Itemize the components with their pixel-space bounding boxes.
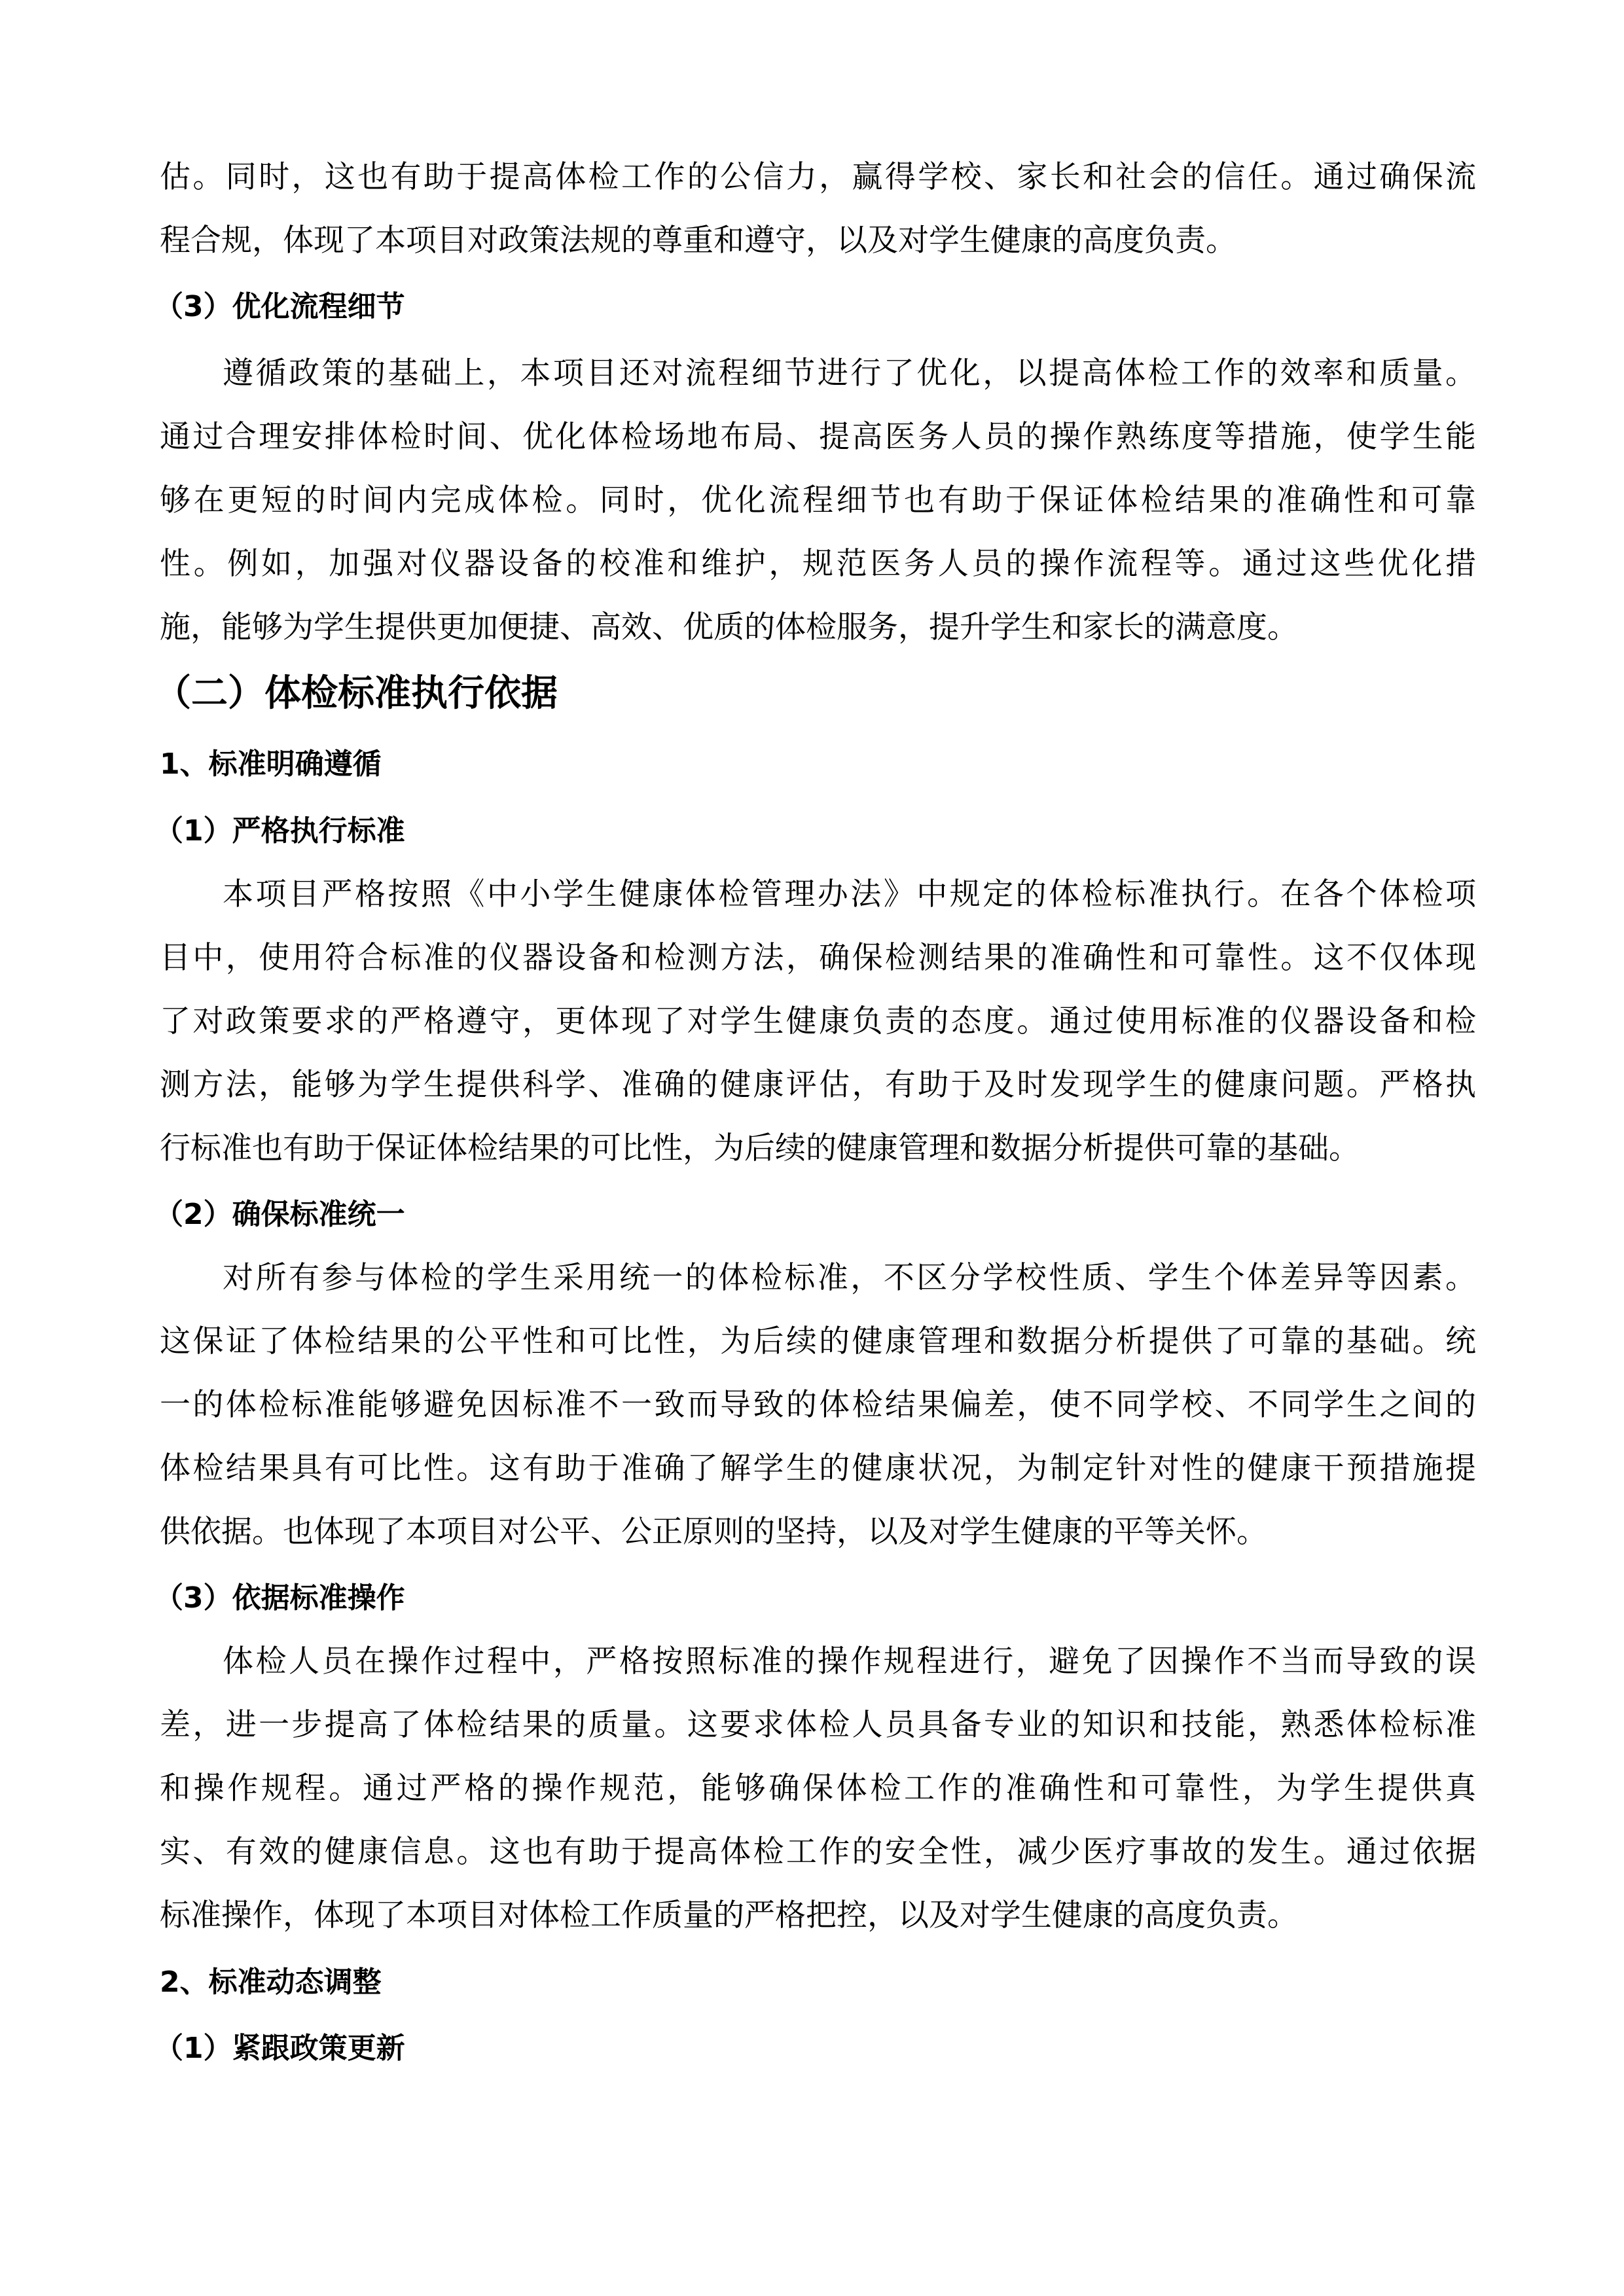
paragraph-line: 一的体检标准能够避免因标准不一致而导致的体检结果偏差，使不同学校、不同学生之间的 [160,1387,1476,1423]
paragraph-line: 测方法，能够为学生提供科学、准确的健康评估，有助于及时发现学生的健康问题。严格执 [160,1067,1476,1103]
paragraph-line: 和操作规程。通过严格的操作规范，能够确保体检工作的准确性和可靠性，为学生提供真 [160,1770,1476,1806]
numbered-heading: 2、标准动态调整 [160,1965,382,1999]
paragraph-line: 实、有效的健康信息。这也有助于提高体检工作的安全性，减少医疗事故的发生。通过依据 [160,1834,1476,1870]
paragraph-line: 体检结果具有可比性。这有助于准确了解学生的健康状况，为制定针对性的健康干预措施提 [160,1450,1476,1486]
subsection-heading: （1）紧跟政策更新 [154,2032,405,2065]
numbered-heading: 1、标准明确遵循 [160,747,382,781]
subsection-heading: （2）确保标准统一 [154,1198,405,1231]
paragraph-line: 目中，使用符合标准的仪器设备和检测方法，确保检测结果的准确性和可靠性。这不仅体现 [160,940,1476,976]
paragraph-line: 这保证了体检结果的公平性和可比性，为后续的健康管理和数据分析提供了可靠的基础。统 [160,1323,1476,1359]
paragraph-line: 本项目严格按照《中小学生健康体检管理办法》中规定的体检标准执行。在各个体检项 [223,876,1476,912]
paragraph-line: 程合规，体现了本项目对政策法规的尊重和遵守，以及对学生健康的高度负责。 [160,223,1236,259]
paragraph-line: 行标准也有助于保证体检结果的可比性，为后续的健康管理和数据分析提供可靠的基础。 [160,1130,1360,1166]
paragraph-line: 施，能够为学生提供更加便捷、高效、优质的体检服务，提升学生和家长的满意度。 [160,609,1298,645]
section-heading: （二）体检标准执行依据 [154,672,558,715]
paragraph-line: 标准操作，体现了本项目对体检工作质量的严格把控，以及对学生健康的高度负责。 [160,1897,1298,1933]
paragraph-line: 够在更短的时间内完成体检。同时，优化流程细节也有助于保证体检结果的准确性和可靠 [160,482,1476,518]
paragraph-line: 了对政策要求的严格遵守，更体现了对学生健康负责的态度。通过使用标准的仪器设备和检 [160,1003,1476,1039]
paragraph-line: 供依据。也体现了本项目对公平、公正原则的坚持，以及对学生健康的平等关怀。 [160,1514,1267,1550]
subsection-heading: （3）优化流程细节 [154,290,405,323]
paragraph-line: 性。例如，加强对仪器设备的校准和维护，规范医务人员的操作流程等。通过这些优化措 [160,546,1476,582]
subsection-heading: （3）依据标准操作 [154,1581,405,1615]
subsection-heading: （1）严格执行标准 [154,814,405,848]
paragraph-line: 遵循政策的基础上，本项目还对流程细节进行了优化，以提高体检工作的效率和质量。 [223,355,1476,391]
paragraph-line: 估。同时，这也有助于提高体检工作的公信力，赢得学校、家长和社会的信任。通过确保流 [160,159,1476,195]
paragraph-line: 对所有参与体检的学生采用统一的体检标准，不区分学校性质、学生个体差异等因素。 [223,1260,1476,1296]
paragraph-line: 通过合理安排体检时间、优化体检场地布局、提高医务人员的操作熟练度等措施，使学生能 [160,419,1476,455]
paragraph-line: 体检人员在操作过程中，严格按照标准的操作规程进行，避免了因操作不当而导致的误 [223,1643,1476,1679]
paragraph-line: 差，进一步提高了体检结果的质量。这要求体检人员具备专业的知识和技能，熟悉体检标准 [160,1707,1476,1743]
